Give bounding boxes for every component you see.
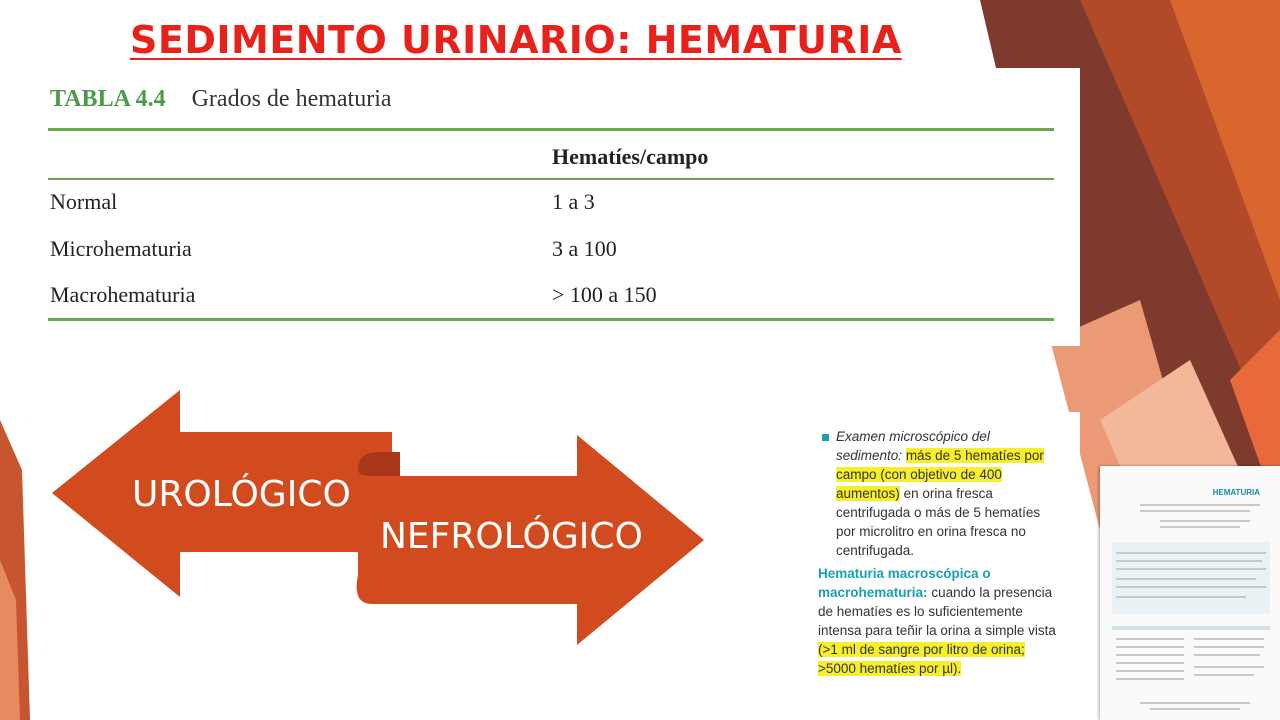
thumbnail-text-line <box>1116 670 1184 672</box>
excerpt-text: en orina fresca centrifugada o más de 5 hematíes por microlitro en orina fresca no centrifugada. <box>836 486 1041 558</box>
thumbnail-text-line <box>1116 578 1256 580</box>
thumbnail-text-line <box>1194 646 1264 648</box>
excerpt-text: cuando la presencia de hematíes es lo suficientemente intensa para teñir la orina a simple vista <box>818 585 1056 638</box>
excerpt-heading: Hematuria macroscópica o macrohematuria: <box>818 566 991 600</box>
table-row-grade: Microhematuria <box>50 236 192 261</box>
thumbnail-text-line <box>1160 526 1240 528</box>
thumbnail-text-line <box>1116 678 1184 680</box>
excerpt-highlight: (>1 ml de sangre por litro de orina; >5000 hematíes por µl). <box>818 642 1025 676</box>
thumbnail-text-line <box>1116 638 1184 640</box>
thumbnail-text-line <box>1140 504 1260 506</box>
table-caption-text: Grados de hematuria <box>191 86 392 112</box>
urologico-label: UROLÓGICO <box>132 474 351 515</box>
thumbnail-divider <box>1112 626 1270 630</box>
thumbnail-text-line <box>1194 674 1254 676</box>
thumbnail-text-line <box>1116 654 1184 656</box>
table-row-value: > 100 a 150 <box>552 282 657 307</box>
article-excerpt <box>800 412 1080 694</box>
thumbnail-text-line <box>1140 702 1250 704</box>
thumbnail-text-line <box>1194 654 1260 656</box>
thumbnail-text-line <box>1116 568 1266 570</box>
thumbnail-text-line <box>1150 708 1240 710</box>
thumbnail-text-line <box>1116 586 1266 588</box>
thumbnail-text-line <box>1116 646 1184 648</box>
thumbnail-text-line <box>1116 662 1184 664</box>
thumbnail-text-line <box>1194 666 1264 668</box>
excerpt-highlight: más de 5 hematíes por campo (con objetivo de 400 aumentos) <box>836 448 1044 501</box>
document-thumbnail <box>1100 466 1280 720</box>
excerpt-heading: Examen microscópico del sedimento: <box>836 429 990 463</box>
table-column-header: Hematíes/campo <box>552 144 709 169</box>
ribbon-fold <box>358 452 400 476</box>
excerpt-item-microscopic <box>836 427 1056 560</box>
table-row-grade: Normal <box>50 189 118 214</box>
square-bullet-icon <box>822 434 829 441</box>
thumbnail-text-line <box>1116 596 1246 598</box>
thumbnail-text-line <box>1116 560 1262 562</box>
thumbnail-text-line <box>1194 638 1264 640</box>
table-row-grade: Macrohematuria <box>50 282 196 307</box>
excerpt-item-macroscopic <box>818 564 1058 678</box>
table-row-value: 3 a 100 <box>552 236 617 261</box>
table-row-value: 1 a 3 <box>552 189 595 214</box>
thumbnail-text-line <box>1140 510 1250 512</box>
table-number: TABLA 4.4 <box>50 86 166 112</box>
thumbnail-title: HEMATURIA <box>1212 488 1260 497</box>
nefrologico-label: NEFROLÓGICO <box>380 516 643 557</box>
slide-title: SEDIMENTO URINARIO: HEMATURIA <box>130 18 902 62</box>
thumbnail-text-line <box>1160 520 1250 522</box>
thumbnail-text-line <box>1116 552 1266 554</box>
